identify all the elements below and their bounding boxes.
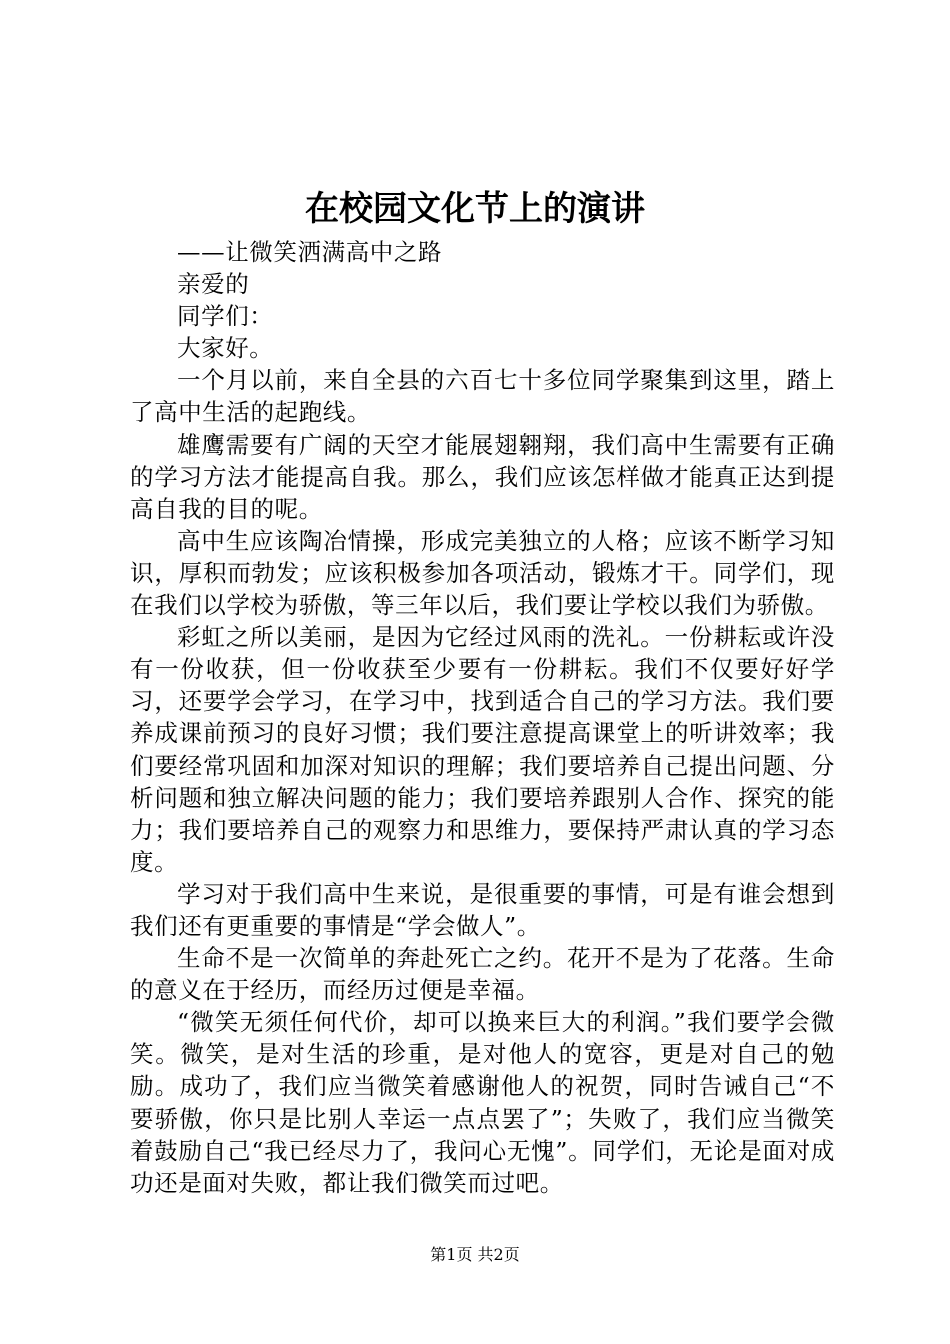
greeting-paragraph: 大家好。 — [177, 334, 274, 363]
salutation-line-1: 亲爱的 — [177, 270, 250, 299]
body-paragraph: 生命不是一次简单的奔赴死亡之约。花开不是为了花落。生命的意义在于经历，而经历过便是幸福。 — [130, 944, 835, 1005]
body-paragraph: 学习对于我们高中生来说，是很重要的事情，可是有谁会想到我们还有更重要的事情是“学会做人”。 — [130, 879, 835, 940]
salutation-line-2: 同学们： — [177, 302, 274, 331]
subtitle-paragraph: ——让微笑洒满高中之路 — [177, 238, 443, 266]
body-paragraph: 高中生应该陶冶情操，形成完美独立的人格；应该不断学习知识，厚积而勃发；应该积极参加各项活动，锻炼才干。同学们，现在我们以学校为骄傲，等三年以后，我们要让学校以我们为骄傲。 — [130, 526, 835, 620]
body-paragraph: 彩虹之所以美丽，是因为它经过风雨的洗礼。一份耕耘或许没有一份收获，但一份收获至少要有一份耕耘。我们不仅要好好学习，还要学会学习，在学习中，找到适合自己的学习方法。我们要养成课前预习的良好习惯；我们要注意提高课堂上的听讲效率；我们要经常巩固和加深对知识的理解；我们要培养自己提出问题、分析问题和独立解决问题的能力；我们要培养跟别人合作、探究的能力；我们要培养自己的观察力和思维力，要保持严肃认真的学习态度。 — [130, 623, 835, 876]
page-number-footer: 第1页 共2页 — [430, 1245, 520, 1264]
body-paragraph: “微笑无须任何代价，却可以换来巨大的利润。”我们要学会微笑。微笑，是对生活的珍重，是对他人的宽容，更是对自己的勉励。成功了，我们应当微笑着感谢他人的祝贺，同时告诫自己“不要骄傲，你只是比别人幸运一点点罢了”；失败了，我们应当微笑着鼓励自己“我已经尽力了，我问心无愧”。同学们，无论是面对成功还是面对失败，都让我们微笑而过吧。 — [130, 1008, 835, 1197]
body-paragraph: 雄鹰需要有广阔的天空才能展翅翱翔，我们高中生需要有正确的学习方法才能提高自我。那么，我们应该怎样做才能真正达到提高自我的目的呢。 — [130, 430, 835, 523]
body-paragraph: 一个月以前，来自全县的六百七十多位同学聚集到这里，踏上了高中生活的起跑线。 — [130, 366, 835, 427]
document-body — [130, 236, 835, 1199]
page-title: 在校园文化节上的演讲 — [305, 189, 645, 229]
